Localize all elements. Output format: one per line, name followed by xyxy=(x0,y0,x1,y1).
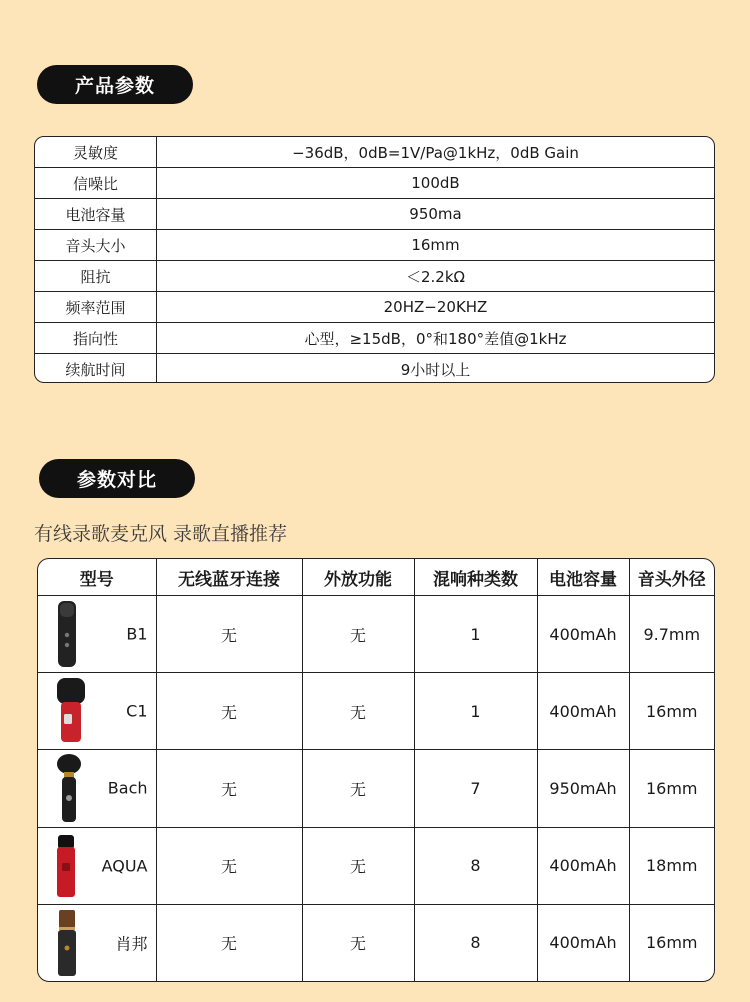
diameter-value: 18mm xyxy=(629,827,714,904)
table-row xyxy=(38,596,714,673)
spec-value: ＜2.2kΩ xyxy=(157,261,715,292)
model-name: 肖邦 xyxy=(115,934,148,954)
model-cell xyxy=(38,904,156,981)
table-row xyxy=(35,354,714,384)
header-battery: 电池容量 xyxy=(537,559,629,596)
spec-value: 16mm xyxy=(157,230,715,261)
header-diameter: 音头外径 xyxy=(629,559,714,596)
reverb-value: 7 xyxy=(414,750,537,827)
diameter-value: 9.7mm xyxy=(629,596,714,673)
bluetooth-value: 无 xyxy=(156,904,302,981)
spec-key: 指向性 xyxy=(35,323,157,354)
spec-value: 100dB xyxy=(157,168,715,199)
header-model: 型号 xyxy=(38,559,156,596)
speaker-value: 无 xyxy=(302,904,414,981)
diameter-value: 16mm xyxy=(629,673,714,750)
table-row xyxy=(38,750,714,827)
reverb-value: 1 xyxy=(414,673,537,750)
diameter-value: 16mm xyxy=(629,750,714,827)
bluetooth-value: 无 xyxy=(156,750,302,827)
table-row xyxy=(35,230,714,261)
spec-key: 信噪比 xyxy=(35,168,157,199)
table-row xyxy=(35,137,714,168)
table-row xyxy=(35,168,714,199)
table-header-row xyxy=(38,559,714,596)
spec-key: 电池容量 xyxy=(35,199,157,230)
reverb-value: 8 xyxy=(414,904,537,981)
battery-value: 950mAh xyxy=(537,750,629,827)
spec-value: 心型，≥15dB，0°和180°差值@1kHz xyxy=(157,323,715,354)
model-cell xyxy=(38,673,156,750)
section-title-product-params: 产品参数 xyxy=(37,65,193,104)
bluetooth-value: 无 xyxy=(156,596,302,673)
table-row xyxy=(35,261,714,292)
mic-b1-icon xyxy=(56,601,78,667)
speaker-value: 无 xyxy=(302,596,414,673)
mic-c1-icon xyxy=(56,678,86,744)
spec-value: −36dB，0dB=1V/Pa@1kHz，0dB Gain xyxy=(157,137,715,168)
bluetooth-value: 无 xyxy=(156,827,302,904)
section-title-comparison: 参数对比 xyxy=(39,459,195,498)
speaker-value: 无 xyxy=(302,750,414,827)
spec-table xyxy=(34,136,715,383)
table-row xyxy=(35,199,714,230)
model-name: C1 xyxy=(126,701,148,721)
model-name: B1 xyxy=(126,624,148,644)
spec-key: 续航时间 xyxy=(35,354,157,384)
spec-key: 频率范围 xyxy=(35,292,157,323)
table-row xyxy=(38,673,714,750)
comparison-table xyxy=(37,558,715,982)
header-speaker: 外放功能 xyxy=(302,559,414,596)
reverb-value: 1 xyxy=(414,596,537,673)
header-reverb: 混响种类数 xyxy=(414,559,537,596)
battery-value: 400mAh xyxy=(537,827,629,904)
table-row xyxy=(35,323,714,354)
speaker-value: 无 xyxy=(302,827,414,904)
battery-value: 400mAh xyxy=(537,596,629,673)
model-cell xyxy=(38,827,156,904)
spec-value: 9小时以上 xyxy=(400,360,471,379)
reverb-value: 8 xyxy=(414,827,537,904)
bluetooth-value: 无 xyxy=(156,673,302,750)
table-row xyxy=(38,904,714,981)
model-name: AQUA xyxy=(101,856,148,876)
speaker-value: 无 xyxy=(302,673,414,750)
comparison-subtitle: 有线录歌麦克风 录歌直播推荐 xyxy=(34,523,288,545)
spec-value: 950ma xyxy=(157,199,715,230)
diameter-value: 16mm xyxy=(645,933,698,953)
battery-value: 400mAh xyxy=(537,673,629,750)
mic-bach-icon xyxy=(56,754,82,822)
model-cell xyxy=(38,596,156,673)
mic-aqua-icon xyxy=(56,835,76,897)
model-name: Bach xyxy=(107,778,148,798)
spec-value: 20HZ−20KHZ xyxy=(157,292,715,323)
table-row xyxy=(35,292,714,323)
spec-key: 音头大小 xyxy=(35,230,157,261)
spec-key: 灵敏度 xyxy=(35,137,157,168)
model-cell xyxy=(38,750,156,827)
mic-chopin-icon xyxy=(56,910,78,976)
spec-key: 阻抗 xyxy=(35,261,157,292)
header-bluetooth: 无线蓝牙连接 xyxy=(156,559,302,596)
table-row xyxy=(38,827,714,904)
battery-value: 400mAh xyxy=(537,904,629,981)
